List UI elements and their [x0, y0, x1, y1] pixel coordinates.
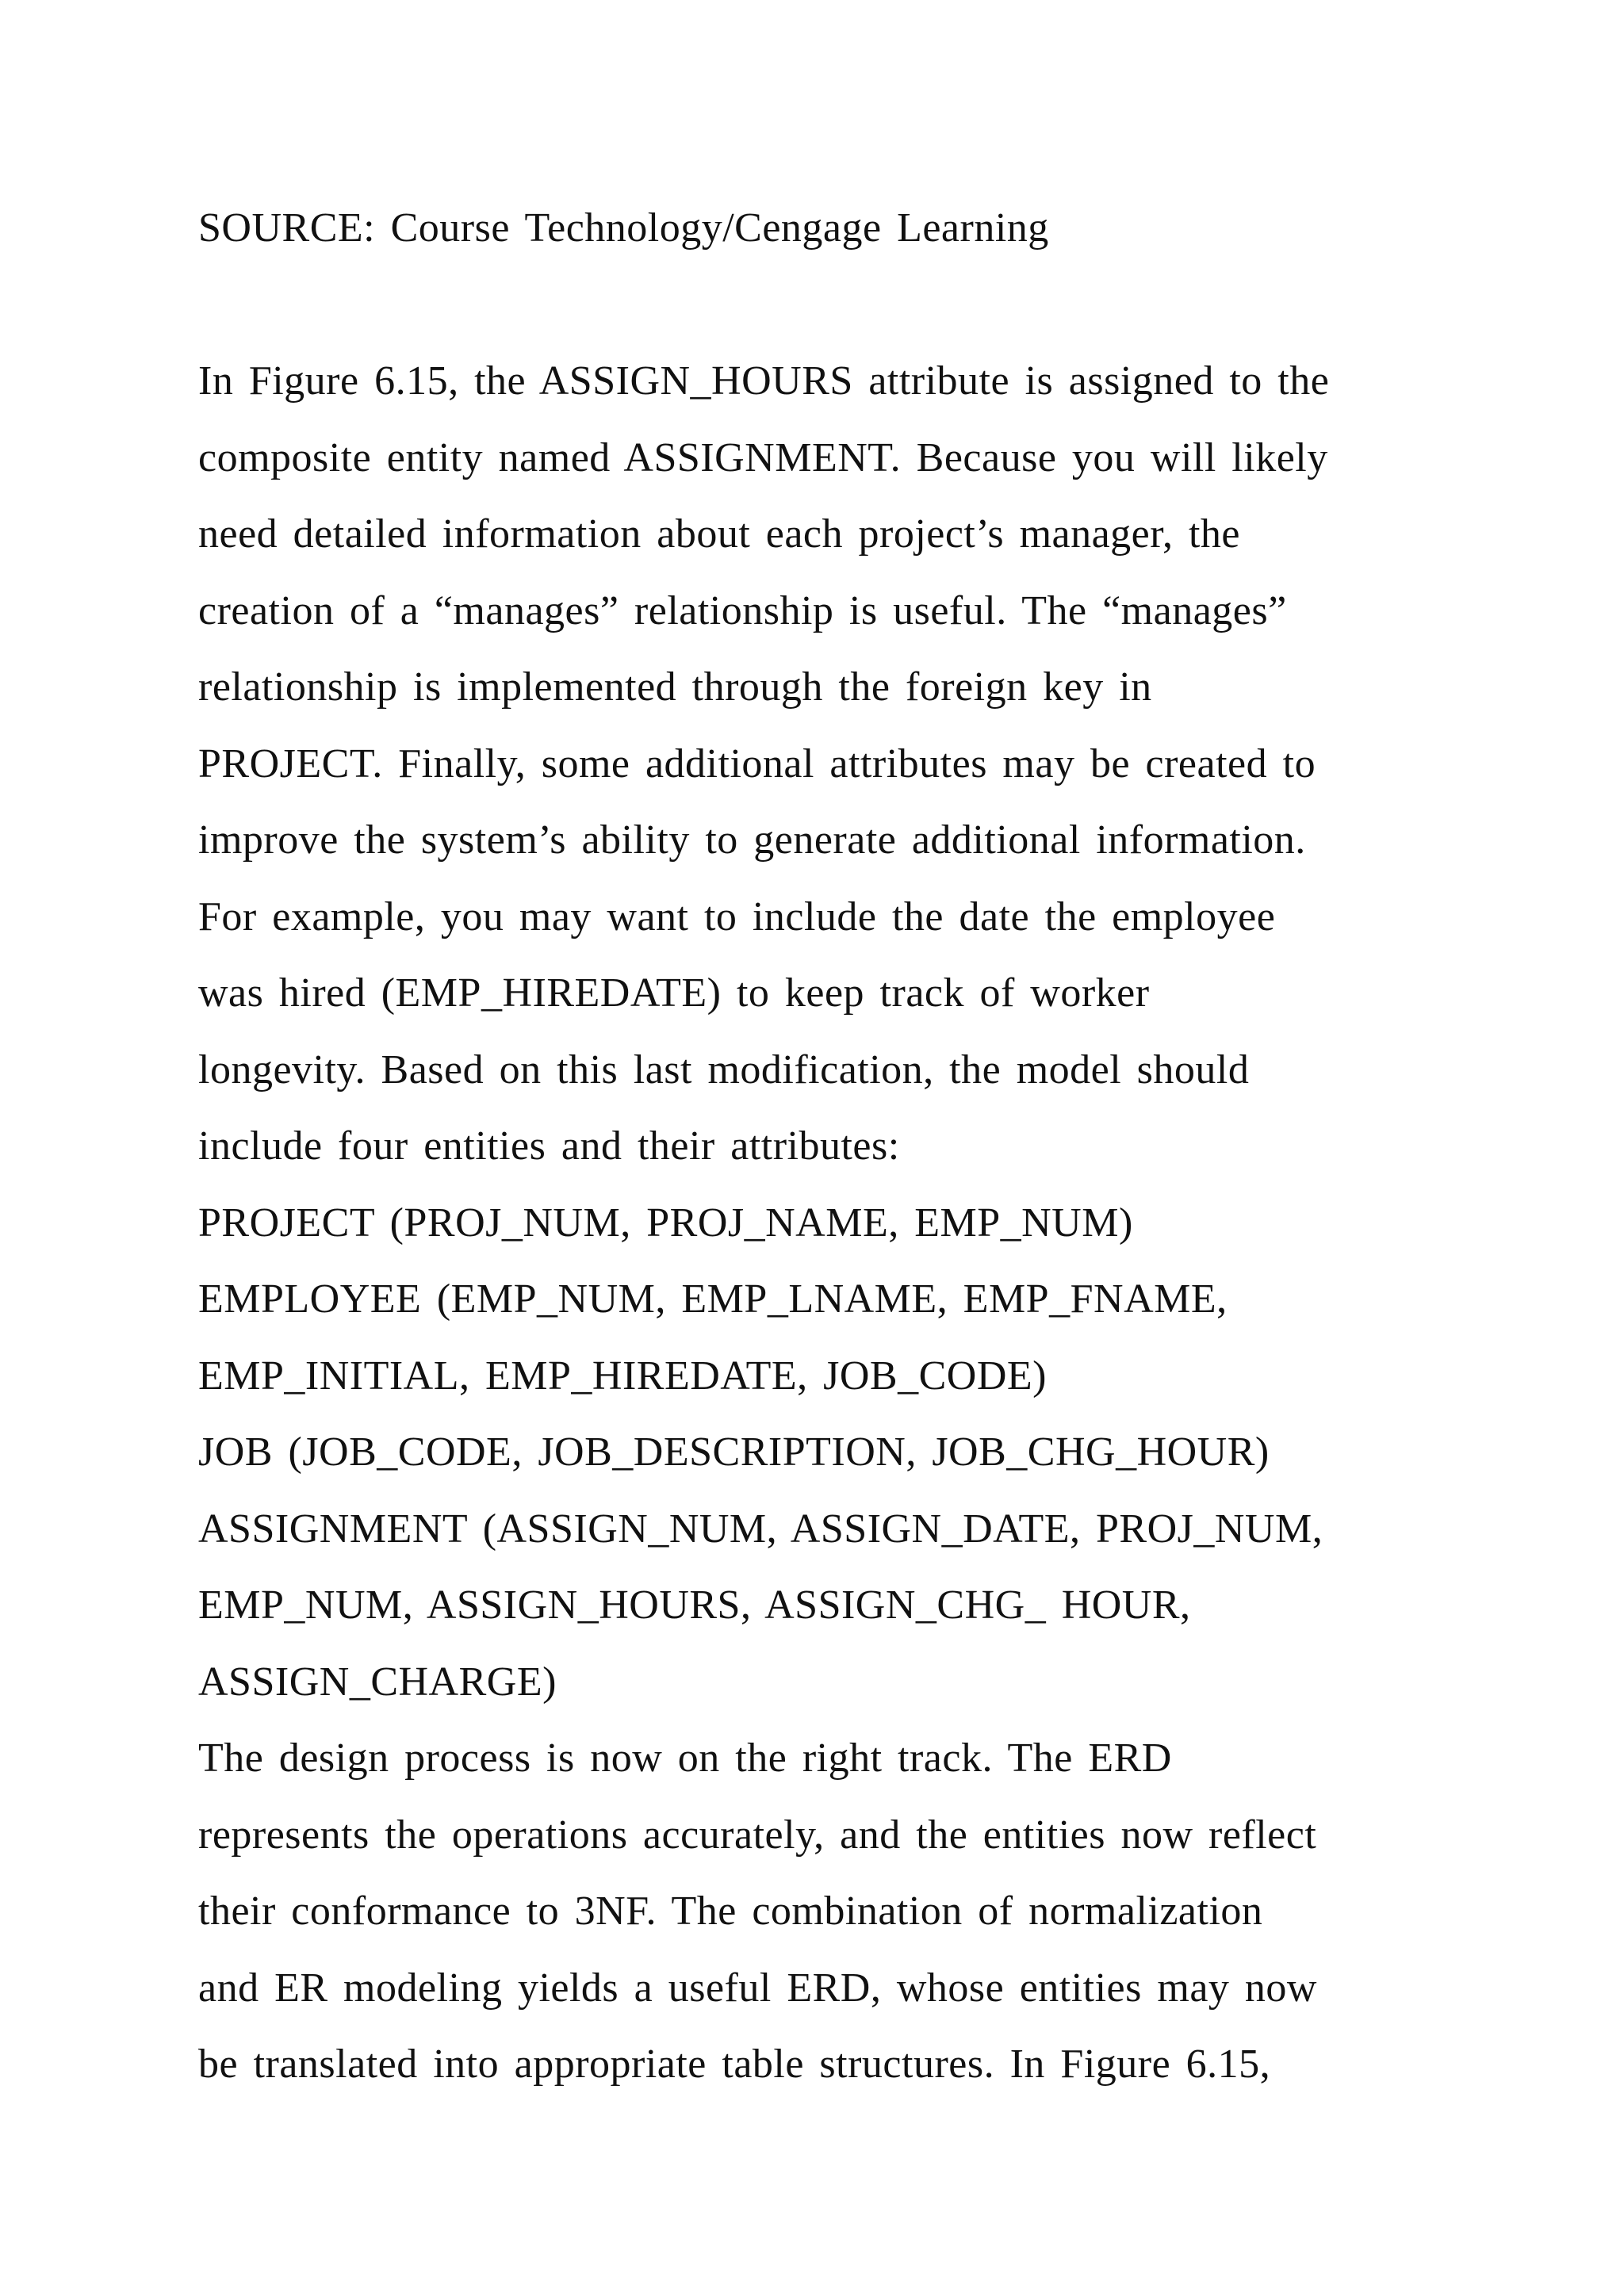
text-line: improve the system’s ability to generate additional information.	[198, 817, 1306, 863]
entity-list	[198, 1185, 1483, 1721]
paragraph-design-process	[198, 1720, 1483, 2103]
entity-line: EMPLOYEE (EMP_NUM, EMP_LNAME, EMP_FNAME,	[198, 1276, 1228, 1322]
text-line: In Figure 6.15, the ASSIGN_HOURS attribute is assigned to the	[198, 358, 1330, 404]
text-line: composite entity named ASSIGNMENT. Because you will likely	[198, 434, 1328, 480]
document-body	[198, 190, 1483, 2103]
text-line: longevity. Based on this last modification, the model should	[198, 1047, 1250, 1093]
text-line: PROJECT. Finally, some additional attributes may be created to	[198, 740, 1316, 786]
text-line: The design process is now on the right track. The ERD	[198, 1735, 1172, 1781]
blank-line	[198, 267, 1483, 344]
entity-line: PROJECT (PROJ_NUM, PROJ_NAME, EMP_NUM)	[198, 1200, 1133, 1246]
source-credit: SOURCE: Course Technology/Cengage Learning	[198, 205, 1049, 251]
text-line: was hired (EMP_HIREDATE) to keep track of worker	[198, 970, 1150, 1016]
text-line: their conformance to 3NF. The combination of normalization	[198, 1888, 1263, 1934]
text-line: relationship is implemented through the foreign key in	[198, 664, 1152, 710]
text-line: For example, you may want to include the date the employee	[198, 894, 1276, 939]
text-line: include four entities and their attributes:	[198, 1123, 900, 1169]
paragraph-assign-hours	[198, 343, 1483, 1185]
text-line: creation of a “manages” relationship is useful. The “manages”	[198, 587, 1287, 633]
entity-line: JOB (JOB_CODE, JOB_DESCRIPTION, JOB_CHG_HOUR)	[198, 1429, 1270, 1475]
entity-line: ASSIGNMENT (ASSIGN_NUM, ASSIGN_DATE, PROJ_NUM,	[198, 1506, 1323, 1552]
entity-line: EMP_INITIAL, EMP_HIREDATE, JOB_CODE)	[198, 1353, 1047, 1399]
text-line: need detailed information about each project’s manager, the	[198, 511, 1241, 557]
entity-line: EMP_NUM, ASSIGN_HOURS, ASSIGN_CHG_ HOUR,	[198, 1582, 1191, 1628]
text-line: represents the operations accurately, and the entities now reflect	[198, 1812, 1317, 1858]
text-line: and ER modeling yields a useful ERD, whose entities may now	[198, 1965, 1317, 2011]
text-line: be translated into appropriate table structures. In Figure 6.15,	[198, 2042, 1271, 2087]
entity-line: ASSIGN_CHARGE)	[198, 1659, 557, 1705]
